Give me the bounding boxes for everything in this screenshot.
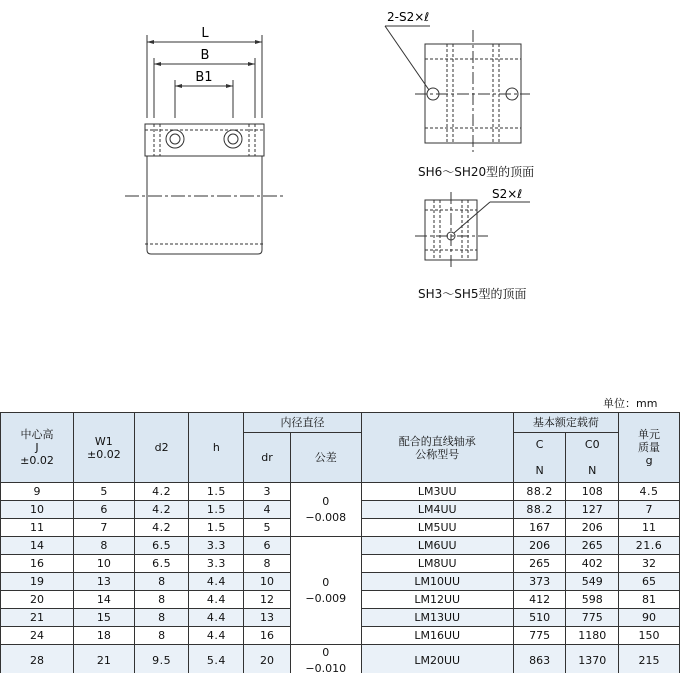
- table-cell: 65: [619, 573, 680, 591]
- table-cell: 8: [134, 591, 189, 609]
- dim-b-label: B: [200, 48, 210, 63]
- table-cell: LM4UU: [361, 501, 513, 519]
- table-cell: LM3UU: [361, 483, 513, 501]
- table-cell: 402: [566, 555, 619, 573]
- table-cell: 32: [619, 555, 680, 573]
- table-cell: LM5UU: [361, 519, 513, 537]
- table-cell: 206: [513, 537, 566, 555]
- header-text: N: [535, 464, 544, 477]
- table-cell: 510: [513, 609, 566, 627]
- table-cell: 1180: [566, 627, 619, 645]
- table-cell: 18: [73, 627, 134, 645]
- table-cell: 8: [134, 609, 189, 627]
- header-text: −0.009: [305, 591, 347, 605]
- header-bearing: [361, 413, 513, 483]
- small-callout-label: S2×ℓ: [492, 187, 523, 201]
- table-cell: 127: [566, 501, 619, 519]
- table-cell: LM12UU: [361, 591, 513, 609]
- table-cell: 5.4: [189, 645, 244, 673]
- table-cell: 150: [619, 627, 680, 645]
- header-mass: [619, 413, 680, 483]
- table-cell: 4.4: [189, 591, 244, 609]
- header-text: 公称型号: [415, 447, 460, 461]
- table-cell: 8: [73, 537, 134, 555]
- header-text: 0: [322, 646, 330, 659]
- table-cell: 598: [566, 591, 619, 609]
- table-cell: 14: [1, 537, 74, 555]
- table-cell: 4.4: [189, 627, 244, 645]
- dim-b1-label: B1: [195, 70, 213, 85]
- header-text: C0: [584, 438, 600, 451]
- tolerance-group-3: [290, 645, 361, 673]
- header-text: 单元: [638, 428, 661, 441]
- table-cell: LM20UU: [361, 645, 513, 673]
- table-cell: 8: [244, 555, 291, 573]
- header-text: ±0.02: [86, 447, 121, 461]
- unit-label: 单位：mm: [603, 397, 658, 410]
- small-top-caption: SH3～SH5型的顶面: [418, 287, 527, 301]
- table-cell: 13: [73, 573, 134, 591]
- large-top-caption: SH6～SH20型的顶面: [418, 165, 535, 179]
- table-cell: 167: [513, 519, 566, 537]
- header-text: N: [588, 464, 597, 477]
- table-cell: 14: [73, 591, 134, 609]
- table-cell: 373: [513, 573, 566, 591]
- table-cell: 7: [619, 501, 680, 519]
- table-cell: 10: [244, 573, 291, 591]
- table-cell: 7: [73, 519, 134, 537]
- header-text: 质量: [638, 441, 661, 454]
- table-cell: LM6UU: [361, 537, 513, 555]
- table-cell: 4.4: [189, 609, 244, 627]
- table-cell: 9.5: [134, 645, 189, 673]
- large-callout-label: 2-S2×ℓ: [387, 10, 430, 24]
- header-text: W1: [94, 434, 113, 448]
- table-cell: LM13UU: [361, 609, 513, 627]
- table-cell: 4.2: [134, 501, 189, 519]
- table-cell: 20: [1, 591, 74, 609]
- table-cell: 28: [1, 645, 74, 673]
- table-cell: 3: [244, 483, 291, 501]
- table-cell: 11: [619, 519, 680, 537]
- table-cell: 81: [619, 591, 680, 609]
- top-view-small-drawing: [400, 180, 560, 280]
- table-cell: 1.5: [189, 519, 244, 537]
- table-cell: 90: [619, 609, 680, 627]
- table-cell: 4.2: [134, 483, 189, 501]
- spec-table: [0, 412, 680, 673]
- table-cell: 4.2: [134, 519, 189, 537]
- header-text: 0: [322, 494, 330, 508]
- table-cell: 12: [244, 591, 291, 609]
- header-text: −0.008: [305, 510, 347, 524]
- front-view-drawing: [0, 0, 300, 270]
- table-cell: 775: [566, 609, 619, 627]
- header-text: ±0.02: [20, 454, 54, 467]
- table-cell: 6: [73, 501, 134, 519]
- table-cell: 16: [244, 627, 291, 645]
- header-c0: [566, 433, 619, 483]
- header-c: [513, 433, 566, 483]
- table-cell: 265: [513, 555, 566, 573]
- table-cell: 13: [244, 609, 291, 627]
- table-cell: 3.3: [189, 537, 244, 555]
- table-cell: 9: [1, 483, 74, 501]
- table-cell: 1.5: [189, 501, 244, 519]
- header-dr: dr: [244, 433, 291, 483]
- header-text: C: [535, 438, 544, 451]
- table-cell: 108: [566, 483, 619, 501]
- top-view-large-drawing: [370, 0, 570, 160]
- table-cell: 20: [244, 645, 291, 673]
- header-text: J: [35, 441, 39, 454]
- table-cell: 21.6: [619, 537, 680, 555]
- table-cell: 88.2: [513, 501, 566, 519]
- header-text: 配合的直线轴承: [398, 434, 476, 448]
- table-cell: 10: [1, 501, 74, 519]
- header-h: h: [189, 413, 244, 483]
- table-cell: 6.5: [134, 537, 189, 555]
- table-cell: 21: [73, 645, 134, 673]
- header-w1: [73, 413, 134, 483]
- header-center-height: [1, 413, 74, 483]
- table-cell: 775: [513, 627, 566, 645]
- table-cell: 88.2: [513, 483, 566, 501]
- tolerance-group-2: [290, 537, 361, 645]
- table-cell: 11: [1, 519, 74, 537]
- table-cell: 8: [134, 573, 189, 591]
- table-cell: 4.4: [189, 573, 244, 591]
- header-text: −0.010: [305, 662, 347, 673]
- table-cell: 5: [73, 483, 134, 501]
- table-cell: 16: [1, 555, 74, 573]
- header-load: 基本额定载荷: [513, 413, 618, 433]
- table-cell: 24: [1, 627, 74, 645]
- dim-l-label: L: [201, 26, 209, 41]
- table-cell: 206: [566, 519, 619, 537]
- table-cell: 3.3: [189, 555, 244, 573]
- table-cell: 5: [244, 519, 291, 537]
- header-text: 中心高: [20, 428, 54, 441]
- table-cell: 4.5: [619, 483, 680, 501]
- table-cell: LM8UU: [361, 555, 513, 573]
- header-text: g: [645, 454, 653, 467]
- header-text: 0: [322, 575, 330, 589]
- table-cell: 6.5: [134, 555, 189, 573]
- table-cell: LM10UU: [361, 573, 513, 591]
- table-row: [1, 645, 680, 673]
- table-cell: 863: [513, 645, 566, 673]
- table-row: [1, 537, 680, 555]
- table-cell: 10: [73, 555, 134, 573]
- header-d2: d2: [134, 413, 189, 483]
- header-bore: 内径直径: [244, 413, 362, 433]
- table-cell: 412: [513, 591, 566, 609]
- table-cell: 8: [134, 627, 189, 645]
- table-cell: 6: [244, 537, 291, 555]
- table-cell: 4: [244, 501, 291, 519]
- table-cell: 265: [566, 537, 619, 555]
- tolerance-group-1: [290, 483, 361, 537]
- table-cell: 15: [73, 609, 134, 627]
- table-cell: 1370: [566, 645, 619, 673]
- table-cell: LM16UU: [361, 627, 513, 645]
- header-tolerance: 公差: [290, 433, 361, 483]
- table-cell: 21: [1, 609, 74, 627]
- table-cell: 215: [619, 645, 680, 673]
- table-cell: 1.5: [189, 483, 244, 501]
- table-cell: 19: [1, 573, 74, 591]
- table-row: [1, 483, 680, 501]
- table-cell: 549: [566, 573, 619, 591]
